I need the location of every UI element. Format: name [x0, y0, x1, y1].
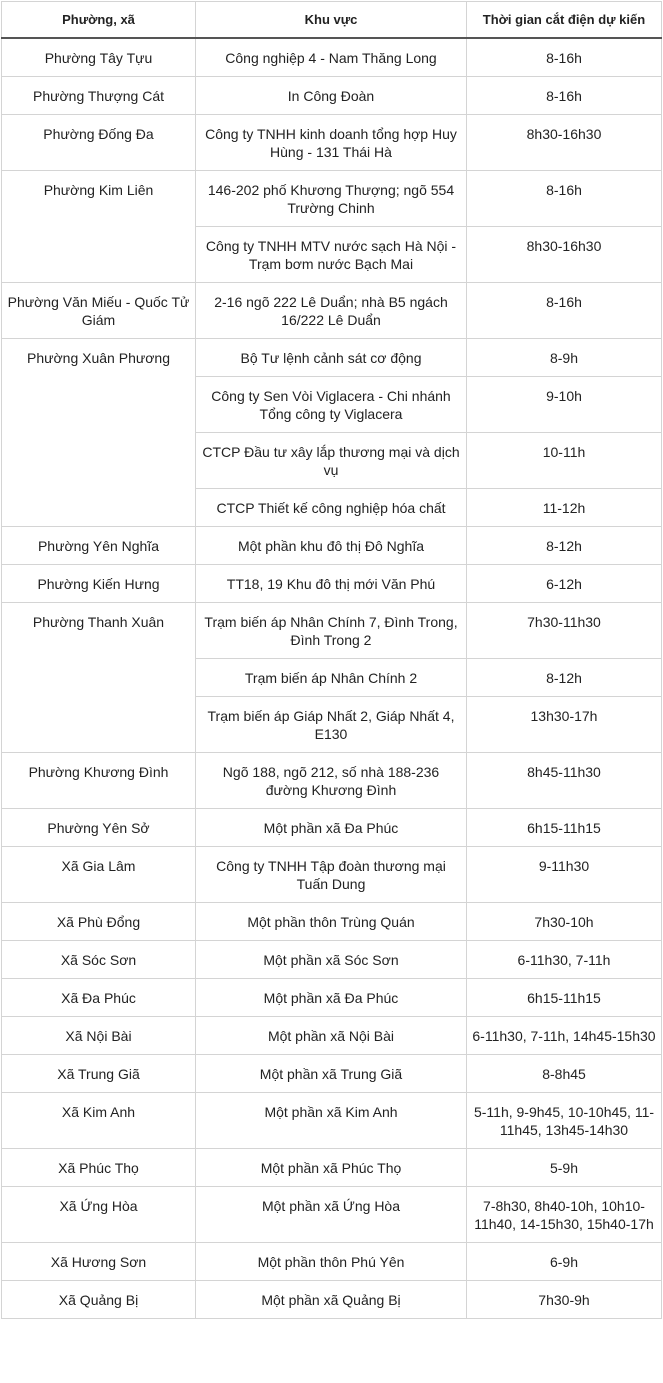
ward-cell: Phường Thanh Xuân	[2, 603, 196, 753]
time-cell: 5-11h, 9-9h45, 10-10h45, 11-11h45, 13h45-14h30	[467, 1093, 662, 1149]
area-cell: Công ty TNHH Tập đoàn thương mại Tuấn Dung	[196, 847, 467, 903]
ward-cell: Xã Gia Lâm	[2, 847, 196, 903]
time-cell: 8-16h	[467, 171, 662, 227]
time-cell: 7h30-11h30	[467, 603, 662, 659]
table-row	[2, 903, 662, 941]
area-cell: Công nghiệp 4 - Nam Thăng Long	[196, 38, 467, 77]
area-cell: TT18, 19 Khu đô thị mới Văn Phú	[196, 565, 467, 603]
table-row	[2, 77, 662, 115]
ward-cell: Phường Kim Liên	[2, 171, 196, 283]
area-cell: Một phần thôn Phú Yên	[196, 1243, 467, 1281]
time-cell: 6-12h	[467, 565, 662, 603]
table-row	[2, 527, 662, 565]
column-header-time: Thời gian cắt điện dự kiến	[467, 2, 662, 39]
time-cell: 9-10h	[467, 377, 662, 433]
ward-cell: Xã Nội Bài	[2, 1017, 196, 1055]
time-cell: 8-16h	[467, 38, 662, 77]
table-row	[2, 1281, 662, 1319]
table-row	[2, 1017, 662, 1055]
area-cell: Một phần xã Trung Giã	[196, 1055, 467, 1093]
area-cell: Công ty TNHH kinh doanh tổng hợp Huy Hùng - 131 Thái Hà	[196, 115, 467, 171]
area-cell: CTCP Thiết kế công nghiệp hóa chất	[196, 489, 467, 527]
area-cell: Trạm biến áp Nhân Chính 2	[196, 659, 467, 697]
time-cell: 7h30-10h	[467, 903, 662, 941]
ward-cell: Xã Đa Phúc	[2, 979, 196, 1017]
area-cell: Ngõ 188, ngõ 212, số nhà 188-236 đường Khương Đình	[196, 753, 467, 809]
time-cell: 6h15-11h15	[467, 979, 662, 1017]
time-cell: 6-11h30, 7-11h	[467, 941, 662, 979]
table-row	[2, 1187, 662, 1243]
ward-cell: Xã Trung Giã	[2, 1055, 196, 1093]
area-cell: Một phần xã Ứng Hòa	[196, 1187, 467, 1243]
time-cell: 8h30-16h30	[467, 115, 662, 171]
time-cell: 8-16h	[467, 77, 662, 115]
ward-cell: Xã Hương Sơn	[2, 1243, 196, 1281]
table-row	[2, 603, 662, 659]
area-cell: Bộ Tư lệnh cảnh sát cơ động	[196, 339, 467, 377]
table-row	[2, 979, 662, 1017]
area-cell: 2-16 ngõ 222 Lê Duẩn; nhà B5 ngách 16/222 Lê Duẩn	[196, 283, 467, 339]
area-cell: Công ty Sen Vòi Viglacera - Chi nhánh Tổng công ty Viglacera	[196, 377, 467, 433]
area-cell: Một phần xã Đa Phúc	[196, 979, 467, 1017]
time-cell: 7h30-9h	[467, 1281, 662, 1319]
time-cell: 6-11h30, 7-11h, 14h45-15h30	[467, 1017, 662, 1055]
table-row	[2, 115, 662, 171]
table-header-row	[2, 2, 662, 39]
area-cell: Một phần xã Kim Anh	[196, 1093, 467, 1149]
table-row	[2, 847, 662, 903]
area-cell: CTCP Đầu tư xây lắp thương mại và dịch vụ	[196, 433, 467, 489]
ward-cell: Phường Khương Đình	[2, 753, 196, 809]
area-cell: Một phần khu đô thị Đô Nghĩa	[196, 527, 467, 565]
area-cell: Công ty TNHH MTV nước sạch Hà Nội - Trạm bơm nước Bạch Mai	[196, 227, 467, 283]
time-cell: 11-12h	[467, 489, 662, 527]
area-cell: 146-202 phố Khương Thượng; ngõ 554 Trường Chinh	[196, 171, 467, 227]
ward-cell: Phường Thượng Cát	[2, 77, 196, 115]
table-row	[2, 339, 662, 377]
table-body	[2, 38, 662, 1319]
time-cell: 7-8h30, 8h40-10h, 10h10-11h40, 14-15h30, 15h40-17h	[467, 1187, 662, 1243]
table-row	[2, 38, 662, 77]
column-header-area: Khu vực	[196, 2, 467, 39]
table-row	[2, 1243, 662, 1281]
ward-cell: Xã Kim Anh	[2, 1093, 196, 1149]
column-header-ward: Phường, xã	[2, 2, 196, 39]
table-row	[2, 565, 662, 603]
area-cell: Một phần thôn Trùng Quán	[196, 903, 467, 941]
ward-cell: Xã Phù Đổng	[2, 903, 196, 941]
time-cell: 8-8h45	[467, 1055, 662, 1093]
time-cell: 8h45-11h30	[467, 753, 662, 809]
area-cell: Một phần xã Đa Phúc	[196, 809, 467, 847]
area-cell: In Công Đoàn	[196, 77, 467, 115]
time-cell: 5-9h	[467, 1149, 662, 1187]
area-cell: Trạm biến áp Nhân Chính 7, Đình Trong, Đình Trong 2	[196, 603, 467, 659]
time-cell: 8-16h	[467, 283, 662, 339]
time-cell: 6-9h	[467, 1243, 662, 1281]
area-cell: Một phần xã Sóc Sơn	[196, 941, 467, 979]
time-cell: 8-12h	[467, 659, 662, 697]
table-row	[2, 809, 662, 847]
area-cell: Một phần xã Quảng Bị	[196, 1281, 467, 1319]
table-row	[2, 941, 662, 979]
time-cell: 8-12h	[467, 527, 662, 565]
time-cell: 8h30-16h30	[467, 227, 662, 283]
table-row	[2, 283, 662, 339]
table-row	[2, 753, 662, 809]
ward-cell: Phường Yên Nghĩa	[2, 527, 196, 565]
ward-cell: Xã Quảng Bị	[2, 1281, 196, 1319]
time-cell: 10-11h	[467, 433, 662, 489]
ward-cell: Xã Ứng Hòa	[2, 1187, 196, 1243]
ward-cell: Phường Yên Sở	[2, 809, 196, 847]
table-row	[2, 1055, 662, 1093]
ward-cell: Phường Tây Tựu	[2, 38, 196, 77]
ward-cell: Phường Xuân Phương	[2, 339, 196, 527]
power-outage-table	[1, 1, 662, 1319]
time-cell: 6h15-11h15	[467, 809, 662, 847]
area-cell: Một phần xã Phúc Thọ	[196, 1149, 467, 1187]
time-cell: 8-9h	[467, 339, 662, 377]
time-cell: 13h30-17h	[467, 697, 662, 753]
table-row	[2, 1093, 662, 1149]
ward-cell: Phường Kiến Hưng	[2, 565, 196, 603]
ward-cell: Xã Sóc Sơn	[2, 941, 196, 979]
ward-cell: Xã Phúc Thọ	[2, 1149, 196, 1187]
ward-cell: Phường Đống Đa	[2, 115, 196, 171]
time-cell: 9-11h30	[467, 847, 662, 903]
table-row	[2, 171, 662, 227]
ward-cell: Phường Văn Miếu - Quốc Tử Giám	[2, 283, 196, 339]
area-cell: Trạm biến áp Giáp Nhất 2, Giáp Nhất 4, E130	[196, 697, 467, 753]
area-cell: Một phần xã Nội Bài	[196, 1017, 467, 1055]
table-row	[2, 1149, 662, 1187]
